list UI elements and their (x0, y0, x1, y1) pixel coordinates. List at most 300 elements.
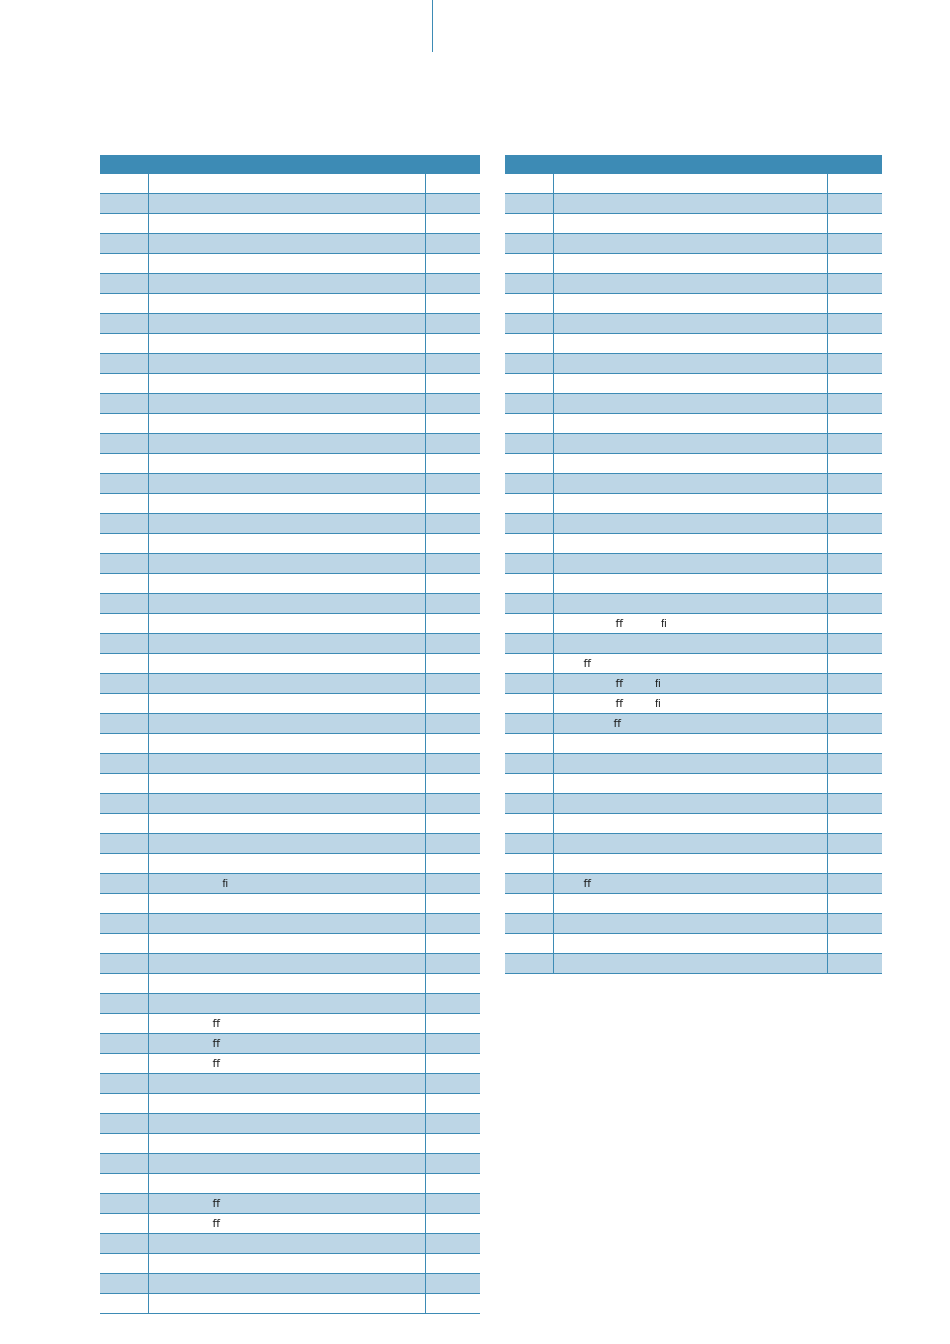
table-row (100, 354, 480, 374)
row-value-cell (425, 574, 480, 594)
row-value-cell (425, 534, 480, 554)
table-row (505, 354, 882, 374)
row-value-cell (425, 1054, 480, 1074)
row-number-cell (100, 274, 148, 294)
row-value-cell (425, 394, 480, 414)
row-value-cell (425, 1274, 480, 1294)
row-number-cell (100, 334, 148, 354)
table-row (100, 854, 480, 874)
row-number-cell (100, 694, 148, 714)
row-value-cell (827, 574, 882, 594)
table-row (505, 914, 882, 934)
row-description-cell (553, 714, 827, 734)
row-description-cell (148, 354, 425, 374)
row-description-cell (553, 454, 827, 474)
table-row (505, 834, 882, 854)
row-value-cell (425, 894, 480, 914)
row-description-cell (553, 234, 827, 254)
table-row (505, 414, 882, 434)
row-description-cell (148, 854, 425, 874)
row-number-cell (100, 754, 148, 774)
table-row (505, 594, 882, 614)
row-value-cell (827, 834, 882, 854)
row-description-cell (148, 1254, 425, 1274)
row-number-cell (505, 894, 553, 914)
row-number-cell (100, 574, 148, 594)
table-row (100, 994, 480, 1014)
row-value-cell (827, 734, 882, 754)
ligature-glyph: ﬀ (615, 618, 624, 630)
row-description-cell (553, 314, 827, 334)
row-number-cell (505, 654, 553, 674)
row-number-cell (505, 354, 553, 374)
row-number-cell (505, 734, 553, 754)
row-number-cell (505, 594, 553, 614)
row-value-cell (425, 1034, 480, 1054)
row-description-cell (553, 434, 827, 454)
table-row (505, 614, 882, 634)
row-description-cell (148, 754, 425, 774)
row-value-cell (425, 714, 480, 734)
row-number-cell (505, 914, 553, 934)
row-value-cell (425, 594, 480, 614)
row-value-cell (425, 1254, 480, 1274)
row-number-cell (100, 1174, 148, 1194)
row-value-cell (425, 354, 480, 374)
row-description-cell (148, 674, 425, 694)
row-value-cell (425, 494, 480, 514)
table-row (100, 774, 480, 794)
table-row (100, 1254, 480, 1274)
row-description-cell (148, 274, 425, 294)
row-description-cell (148, 934, 425, 954)
row-number-cell (100, 1134, 148, 1154)
row-number-cell (505, 774, 553, 794)
table-row (100, 734, 480, 754)
header-cell-description (553, 155, 827, 174)
row-description-cell (148, 1034, 425, 1054)
table-header-row (505, 155, 882, 174)
row-number-cell (100, 614, 148, 634)
row-value-cell (827, 194, 882, 214)
row-number-cell (100, 634, 148, 654)
row-number-cell (100, 734, 148, 754)
row-description-cell (148, 874, 425, 894)
row-value-cell (827, 414, 882, 434)
row-value-cell (827, 954, 882, 974)
table-row (505, 174, 882, 194)
table-row (505, 794, 882, 814)
row-description-cell (553, 554, 827, 574)
row-value-cell (827, 174, 882, 194)
row-description-cell (148, 174, 425, 194)
row-number-cell (100, 914, 148, 934)
row-number-cell (100, 554, 148, 574)
row-value-cell (827, 334, 882, 354)
row-number-cell (100, 1114, 148, 1134)
table-row (100, 574, 480, 594)
row-number-cell (100, 934, 148, 954)
row-description-cell (553, 334, 827, 354)
row-description-cell (553, 794, 827, 814)
row-value-cell (425, 1214, 480, 1234)
row-value-cell (425, 994, 480, 1014)
table-row (505, 314, 882, 334)
row-value-cell (425, 474, 480, 494)
row-description-cell (148, 434, 425, 454)
table-row (505, 654, 882, 674)
row-number-cell (100, 714, 148, 734)
table-row (505, 854, 882, 874)
row-value-cell (827, 614, 882, 634)
left-table (100, 155, 480, 1314)
table-row (100, 1174, 480, 1194)
table-row (505, 494, 882, 514)
row-number-cell (100, 194, 148, 214)
row-value-cell (425, 694, 480, 714)
row-number-cell (100, 214, 148, 234)
ligature-glyph: ﬁ (655, 678, 661, 690)
table-row (505, 254, 882, 274)
row-number-cell (100, 234, 148, 254)
table-row (100, 1114, 480, 1134)
row-description-cell (148, 514, 425, 534)
row-number-cell (100, 594, 148, 614)
row-value-cell (425, 274, 480, 294)
row-number-cell (505, 674, 553, 694)
row-number-cell (100, 1254, 148, 1274)
ligature-glyph: ﬀ (583, 658, 592, 670)
row-number-cell (505, 634, 553, 654)
table-row (100, 1214, 480, 1234)
row-description-cell (553, 754, 827, 774)
row-number-cell (505, 954, 553, 974)
row-description-cell (148, 1074, 425, 1094)
row-number-cell (100, 514, 148, 534)
table-row (100, 834, 480, 854)
row-number-cell (100, 1054, 148, 1074)
table-row (100, 334, 480, 354)
table-row (100, 394, 480, 414)
row-number-cell (505, 394, 553, 414)
row-description-cell (553, 194, 827, 214)
row-value-cell (827, 794, 882, 814)
row-value-cell (425, 1194, 480, 1214)
row-value-cell (425, 934, 480, 954)
row-number-cell (100, 254, 148, 274)
row-description-cell (553, 214, 827, 234)
row-description-cell (148, 994, 425, 1014)
table-row (505, 814, 882, 834)
row-number-cell (505, 194, 553, 214)
table-row (505, 234, 882, 254)
ligature-glyph: ﬀ (212, 1018, 221, 1030)
row-description-cell (553, 574, 827, 594)
row-number-cell (505, 834, 553, 854)
row-description-cell (148, 1134, 425, 1154)
row-number-cell (100, 1094, 148, 1114)
row-value-cell (425, 794, 480, 814)
table-row (100, 1194, 480, 1214)
row-value-cell (425, 434, 480, 454)
row-description-cell (553, 874, 827, 894)
row-number-cell (505, 454, 553, 474)
row-value-cell (425, 1094, 480, 1114)
ligature-glyph: ﬀ (615, 698, 624, 710)
table-row (100, 1154, 480, 1174)
row-description-cell (553, 814, 827, 834)
row-number-cell (100, 814, 148, 834)
row-value-cell (425, 614, 480, 634)
table-row (505, 934, 882, 954)
row-description-cell (148, 694, 425, 714)
row-description-cell (148, 1214, 425, 1234)
row-number-cell (505, 794, 553, 814)
table-row (100, 1234, 480, 1254)
header-cell-value (425, 155, 480, 174)
row-value-cell (425, 914, 480, 934)
row-description-cell (148, 314, 425, 334)
row-number-cell (100, 794, 148, 814)
row-number-cell (505, 374, 553, 394)
header-cell-number (100, 155, 148, 174)
row-number-cell (100, 434, 148, 454)
row-description-cell (553, 934, 827, 954)
ligature-glyph: ﬀ (615, 678, 624, 690)
table-row (100, 274, 480, 294)
table-row (505, 554, 882, 574)
row-value-cell (827, 214, 882, 234)
ligature-glyph: ﬀ (212, 1058, 221, 1070)
row-number-cell (100, 854, 148, 874)
row-description-cell (148, 494, 425, 514)
table-row (100, 1054, 480, 1074)
table-row (505, 334, 882, 354)
row-value-cell (425, 214, 480, 234)
table-row (505, 674, 882, 694)
row-description-cell (148, 1154, 425, 1174)
row-description-cell (148, 734, 425, 754)
row-description-cell (553, 414, 827, 434)
row-value-cell (827, 494, 882, 514)
row-description-cell (148, 814, 425, 834)
ligature-glyph: ﬀ (212, 1218, 221, 1230)
table-row (100, 954, 480, 974)
row-description-cell (553, 354, 827, 374)
row-description-cell (148, 214, 425, 234)
row-description-cell (148, 1294, 425, 1314)
row-description-cell (553, 614, 827, 634)
table-header-row (100, 155, 480, 174)
row-description-cell (148, 394, 425, 414)
row-value-cell (827, 294, 882, 314)
table-row (100, 1074, 480, 1094)
row-value-cell (827, 874, 882, 894)
row-number-cell (100, 1154, 148, 1174)
table-row (100, 214, 480, 234)
table-row (100, 1294, 480, 1314)
row-description-cell (553, 854, 827, 874)
row-value-cell (827, 474, 882, 494)
row-description-cell (148, 1054, 425, 1074)
table-row (100, 714, 480, 734)
table-row (100, 814, 480, 834)
table-row (100, 914, 480, 934)
row-number-cell (100, 954, 148, 974)
table-row (505, 694, 882, 714)
row-description-cell (148, 1274, 425, 1294)
row-value-cell (425, 1014, 480, 1034)
row-number-cell (100, 1034, 148, 1054)
row-value-cell (827, 554, 882, 574)
row-value-cell (827, 234, 882, 254)
row-number-cell (100, 654, 148, 674)
row-value-cell (425, 1154, 480, 1174)
row-number-cell (100, 414, 148, 434)
table-row (100, 754, 480, 774)
row-description-cell (148, 914, 425, 934)
table-row (100, 1134, 480, 1154)
row-value-cell (425, 834, 480, 854)
table-row (100, 974, 480, 994)
row-value-cell (827, 814, 882, 834)
row-value-cell (425, 194, 480, 214)
row-value-cell (827, 394, 882, 414)
row-value-cell (425, 334, 480, 354)
row-value-cell (425, 874, 480, 894)
right-table (505, 155, 882, 974)
table-row (505, 474, 882, 494)
table-row (505, 734, 882, 754)
row-number-cell (100, 1074, 148, 1094)
row-description-cell (553, 474, 827, 494)
row-value-cell (827, 894, 882, 914)
header-cell-description (148, 155, 425, 174)
row-value-cell (425, 1074, 480, 1094)
row-number-cell (505, 274, 553, 294)
row-description-cell (148, 1014, 425, 1034)
row-description-cell (148, 234, 425, 254)
row-description-cell (148, 454, 425, 474)
table-row (505, 454, 882, 474)
row-value-cell (425, 1234, 480, 1254)
row-number-cell (100, 834, 148, 854)
row-value-cell (425, 654, 480, 674)
row-value-cell (827, 434, 882, 454)
row-value-cell (425, 774, 480, 794)
row-description-cell (148, 194, 425, 214)
row-description-cell (148, 534, 425, 554)
table-row (100, 1014, 480, 1034)
row-description-cell (148, 774, 425, 794)
row-value-cell (425, 634, 480, 654)
row-value-cell (827, 714, 882, 734)
row-description-cell (553, 274, 827, 294)
row-description-cell (148, 894, 425, 914)
row-value-cell (827, 694, 882, 714)
row-value-cell (425, 754, 480, 774)
table-row (100, 794, 480, 814)
row-value-cell (827, 514, 882, 534)
row-description-cell (553, 494, 827, 514)
row-value-cell (425, 954, 480, 974)
table-row (505, 434, 882, 454)
table-row (100, 314, 480, 334)
row-value-cell (425, 974, 480, 994)
row-number-cell (505, 534, 553, 554)
ligature-glyph: ﬀ (583, 878, 592, 890)
row-description-cell (553, 894, 827, 914)
ligature-glyph: ﬀ (613, 718, 622, 730)
row-value-cell (827, 634, 882, 654)
row-description-cell (553, 954, 827, 974)
table-row (100, 674, 480, 694)
row-value-cell (425, 814, 480, 834)
row-value-cell (425, 1174, 480, 1194)
row-number-cell (100, 454, 148, 474)
ligature-glyph: ﬁ (655, 698, 661, 710)
row-number-cell (505, 854, 553, 874)
row-number-cell (505, 614, 553, 634)
row-description-cell (148, 614, 425, 634)
row-number-cell (505, 334, 553, 354)
row-number-cell (505, 294, 553, 314)
row-description-cell (553, 294, 827, 314)
row-value-cell (425, 374, 480, 394)
table-row (505, 514, 882, 534)
table-row (100, 254, 480, 274)
row-number-cell (100, 874, 148, 894)
row-description-cell (148, 654, 425, 674)
row-value-cell (425, 454, 480, 474)
row-number-cell (100, 314, 148, 334)
row-number-cell (505, 574, 553, 594)
row-value-cell (425, 174, 480, 194)
row-number-cell (505, 754, 553, 774)
row-description-cell (553, 514, 827, 534)
row-description-cell (553, 734, 827, 754)
table-row (100, 454, 480, 474)
row-description-cell (553, 174, 827, 194)
row-number-cell (100, 534, 148, 554)
row-description-cell (553, 834, 827, 854)
row-description-cell (148, 414, 425, 434)
header-cell-number (505, 155, 553, 174)
row-description-cell (148, 334, 425, 354)
row-description-cell (553, 374, 827, 394)
table-row (100, 514, 480, 534)
table-row (100, 434, 480, 454)
row-description-cell (148, 594, 425, 614)
row-value-cell (827, 854, 882, 874)
row-value-cell (425, 294, 480, 314)
row-description-cell (148, 374, 425, 394)
ligature-glyph: ﬀ (212, 1198, 221, 1210)
row-number-cell (100, 354, 148, 374)
header-cell-value (827, 155, 882, 174)
table-row (505, 374, 882, 394)
row-number-cell (505, 314, 553, 334)
row-number-cell (100, 674, 148, 694)
row-value-cell (425, 254, 480, 274)
row-description-cell (148, 1194, 425, 1214)
table-row (505, 534, 882, 554)
row-value-cell (425, 854, 480, 874)
row-value-cell (425, 674, 480, 694)
table-row (100, 874, 480, 894)
row-number-cell (505, 254, 553, 274)
table-row (100, 234, 480, 254)
